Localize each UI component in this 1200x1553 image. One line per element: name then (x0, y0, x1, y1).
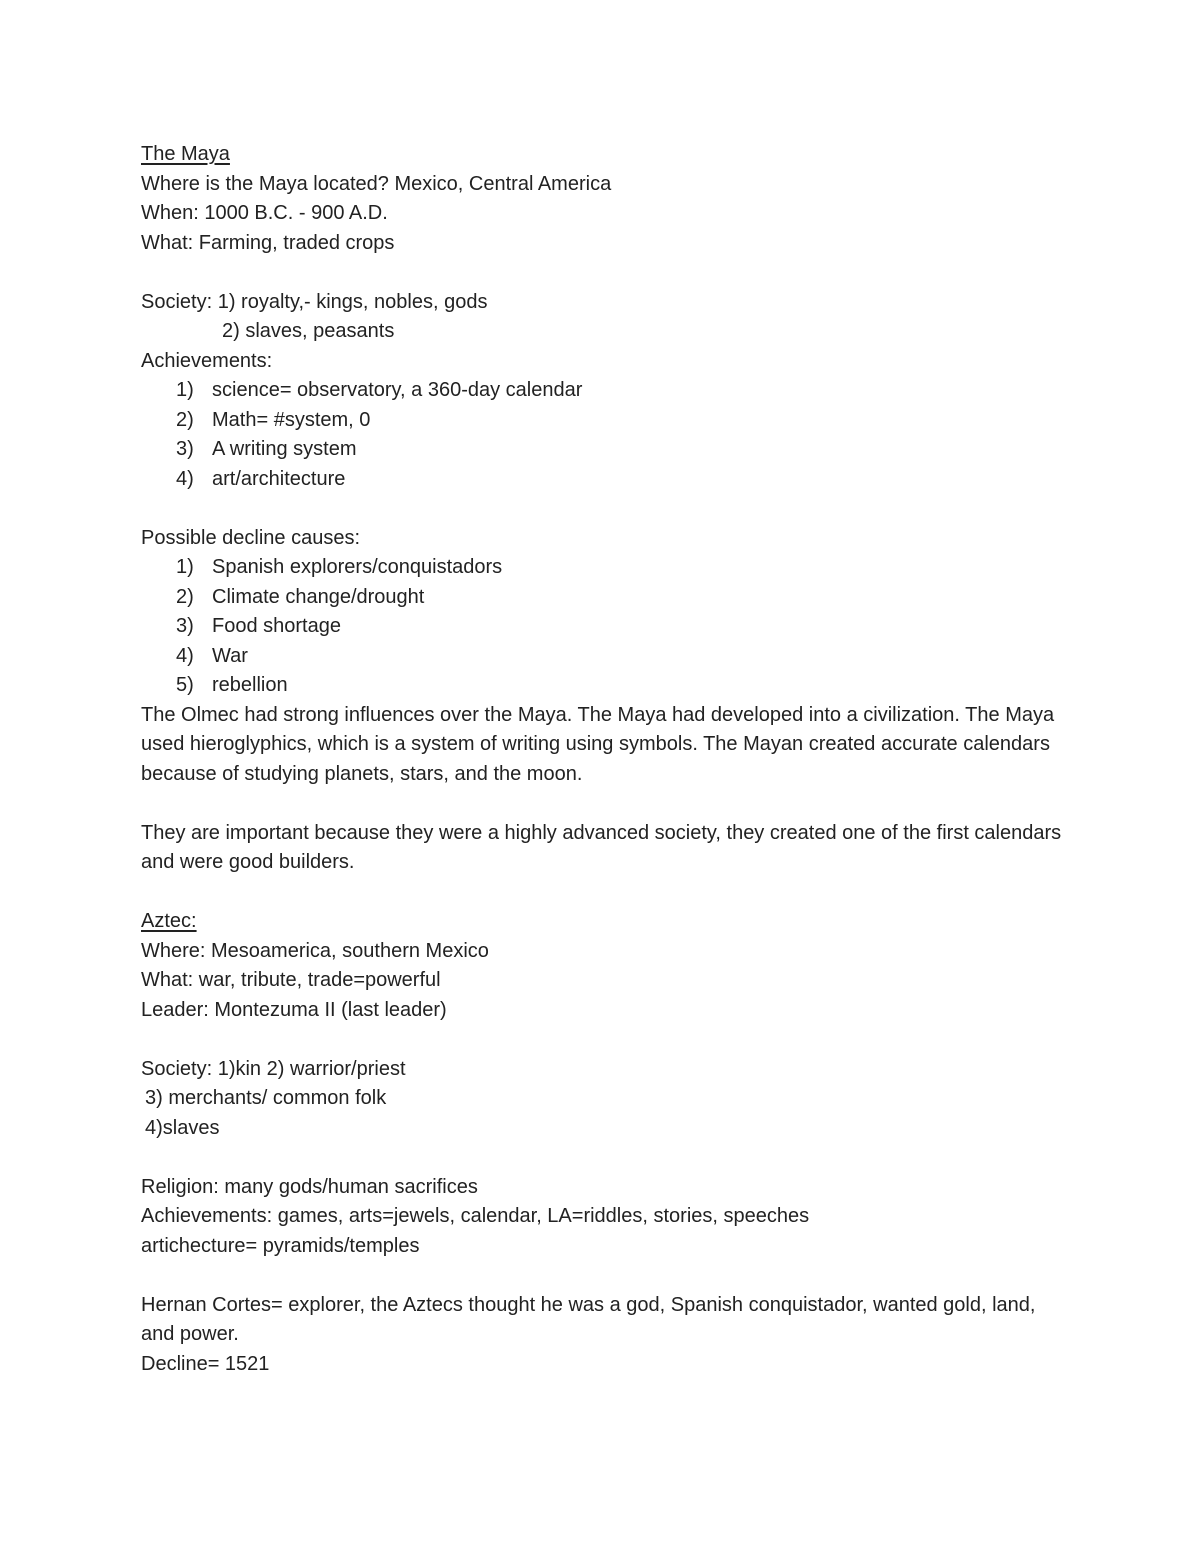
maya-paragraph-importance: They are important because they were a highly advanced society, they created one of the first calendars and were good builders. (141, 821, 1062, 873)
spacer (141, 789, 1071, 819)
aztec-cortes-paragraph: Hernan Cortes= explorer, the Aztecs thought he was a god, Spanish conquistador, wanted gold, land, and power. (141, 1293, 1036, 1345)
list-number: 1) (176, 379, 194, 401)
list-item (141, 406, 1071, 436)
list-item-text: Food shortage (212, 615, 341, 637)
list-item (141, 583, 1071, 613)
list-item (141, 671, 1071, 701)
spacer (141, 1025, 1071, 1055)
list-item (141, 376, 1071, 406)
spacer (141, 494, 1071, 524)
list-item-text: A writing system (212, 438, 357, 460)
aztec-society-line-1: Society: 1)kin 2) warrior/priest (141, 1057, 406, 1080)
maya-achievements-list (141, 376, 1071, 494)
spacer (141, 1143, 1071, 1173)
list-item (141, 553, 1071, 583)
spacer (141, 258, 1071, 288)
list-item-text: rebellion (212, 674, 288, 696)
list-item-text: art/architecture (212, 467, 346, 490)
maya-what: What: Farming, traded crops (141, 231, 395, 254)
spacer (141, 1261, 1071, 1291)
list-item-text: Climate change/drought (212, 585, 425, 608)
aztec-where: Where: Mesoamerica, southern Mexico (141, 939, 489, 962)
list-number: 4) (176, 644, 194, 667)
maya-when: When: 1000 B.C. - 900 A.D. (141, 202, 388, 224)
aztec-society-line-3: 4)slaves (145, 1116, 220, 1139)
list-number: 1) (176, 556, 194, 578)
list-item-text: Spanish explorers/conquistadors (212, 556, 503, 578)
list-item (141, 465, 1071, 495)
list-item (141, 642, 1071, 672)
maya-society-line-2: 2) slaves, peasants (222, 320, 395, 342)
list-item-text: science= observatory, a 360-day calendar (212, 379, 583, 401)
list-item (141, 612, 1071, 642)
list-number: 5) (176, 674, 194, 696)
maya-where: Where is the Maya located? Mexico, Central America (141, 172, 612, 195)
list-number: 2) (176, 585, 194, 608)
aztec-decline: Decline= 1521 (141, 1352, 270, 1375)
list-number: 3) (176, 438, 194, 460)
spacer (141, 878, 1071, 908)
maya-society-line-1: Society: 1) royalty,- kings, nobles, gods (141, 290, 488, 313)
maya-decline-list (141, 553, 1071, 701)
maya-heading: The Maya (141, 143, 230, 165)
list-item-text: Math= #system, 0 (212, 408, 371, 431)
aztec-achievements: Achievements: games, arts=jewels, calendar, LA=riddles, stories, speeches (141, 1205, 810, 1227)
list-item-text: War (212, 644, 248, 667)
list-item (141, 435, 1071, 465)
maya-achievements-label: Achievements: (141, 349, 273, 372)
list-number: 2) (176, 408, 194, 431)
list-number: 3) (176, 615, 194, 637)
maya-decline-label: Possible decline causes: (141, 526, 361, 549)
aztec-architecture: artichecture= pyramids/temples (141, 1234, 420, 1257)
aztec-heading: Aztec: (141, 910, 197, 932)
maya-paragraph-olmec: The Olmec had strong influences over the Maya. The Maya had developed into a civilization. The Maya used hieroglyphics, which is a system of writing using symbols. The Mayan created accurate calendars because of studying planets, stars, and the moon. (141, 703, 1055, 785)
aztec-religion: Religion: many gods/human sacrifices (141, 1175, 478, 1198)
list-number: 4) (176, 467, 194, 490)
aztec-leader: Leader: Montezuma II (last leader) (141, 998, 447, 1021)
aztec-society-line-2: 3) merchants/ common folk (145, 1087, 387, 1109)
aztec-what: What: war, tribute, trade=powerful (141, 969, 441, 991)
document-page (141, 140, 1071, 1379)
